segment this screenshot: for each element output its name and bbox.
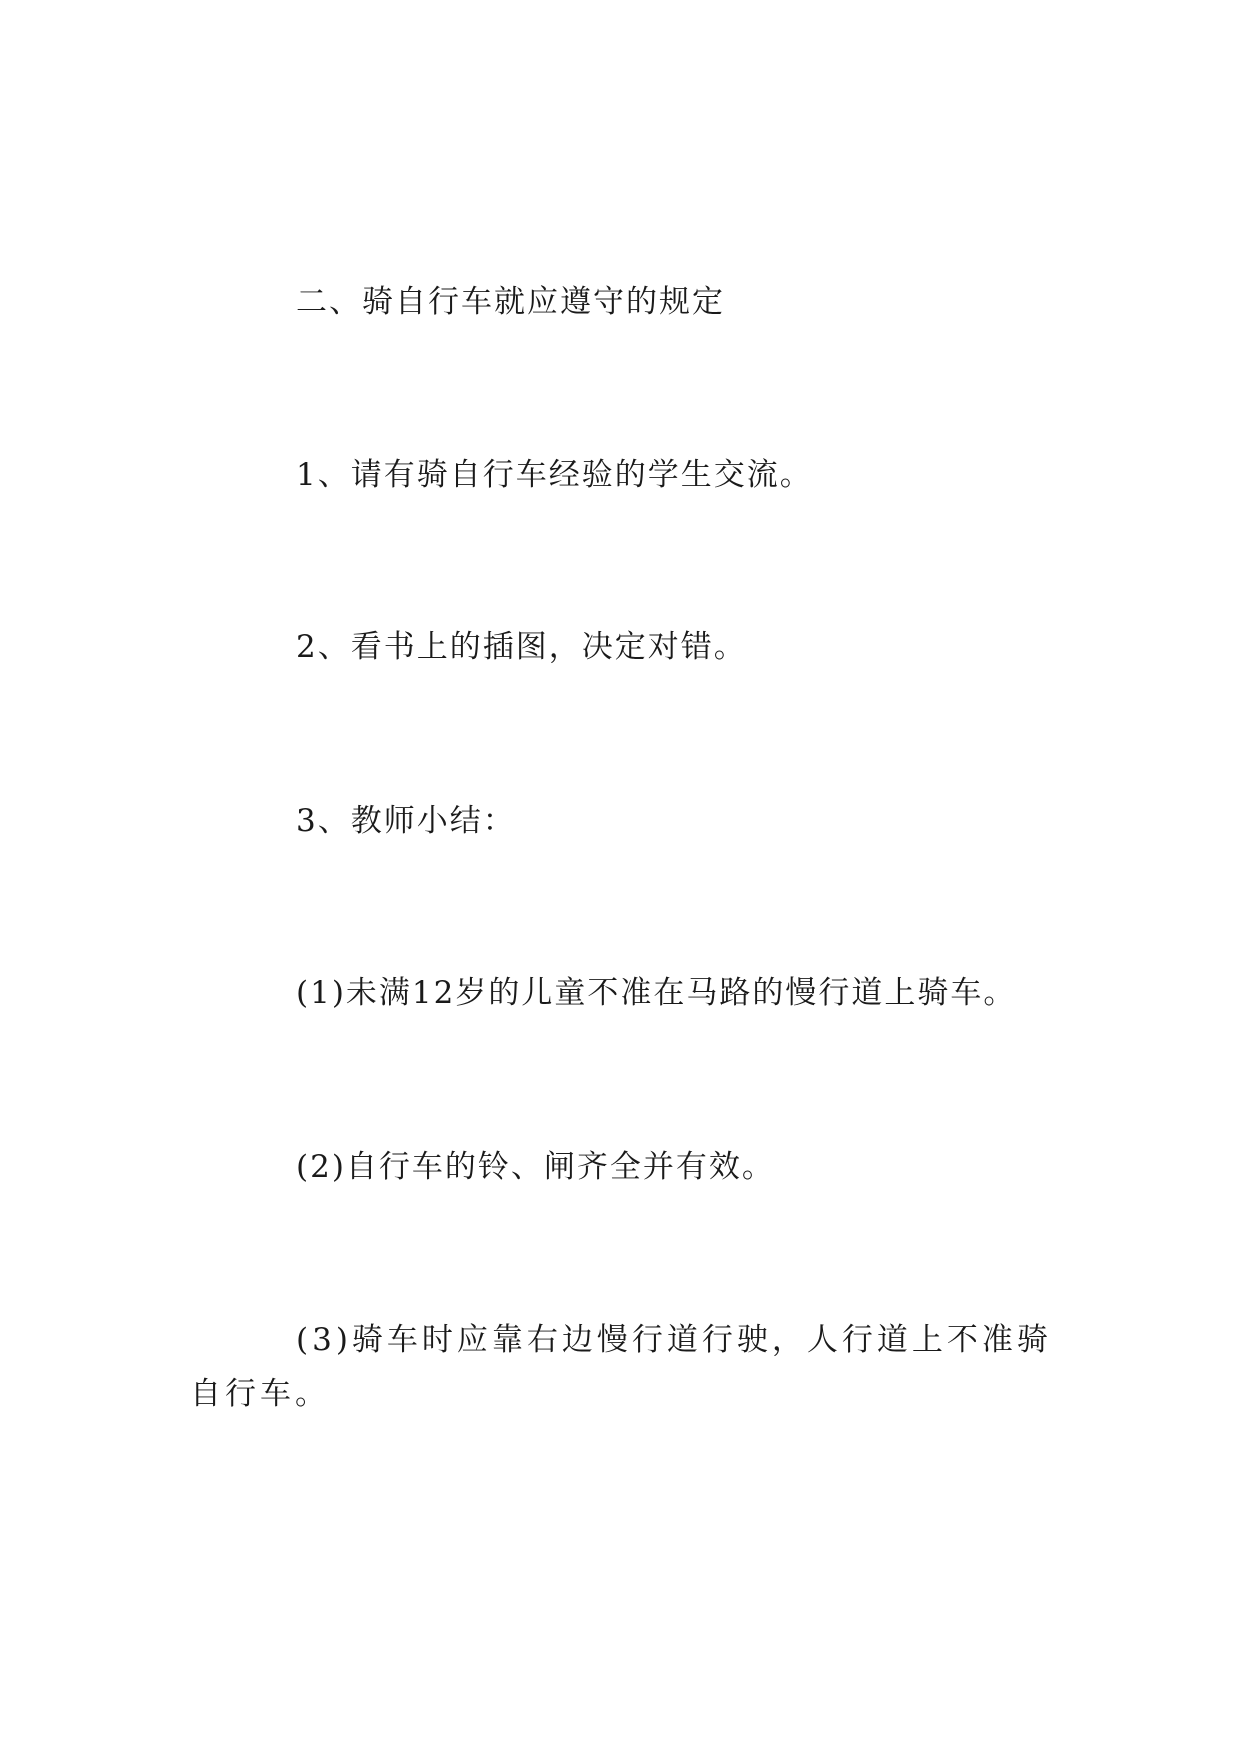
paragraph-item-3: 3、教师小结： — [296, 803, 516, 839]
paragraph-rule-3: (3)骑车时应靠右边慢行道行驶，人行道上不准骑自行车。 — [190, 1322, 1052, 1412]
section-heading: 二、骑自行车就应遵守的规定 — [296, 284, 725, 320]
paragraph-rule-1: (1)未满12岁的儿童不准在马路的慢行道上骑车。 — [296, 975, 1017, 1011]
paragraph-item-2: 2、看书上的插图，决定对错。 — [296, 629, 747, 665]
paragraph-item-1: 1、请有骑自行车经验的学生交流。 — [296, 457, 813, 493]
paragraph-rule-2: (2)自行车的铃、闸齐全并有效。 — [296, 1149, 775, 1185]
